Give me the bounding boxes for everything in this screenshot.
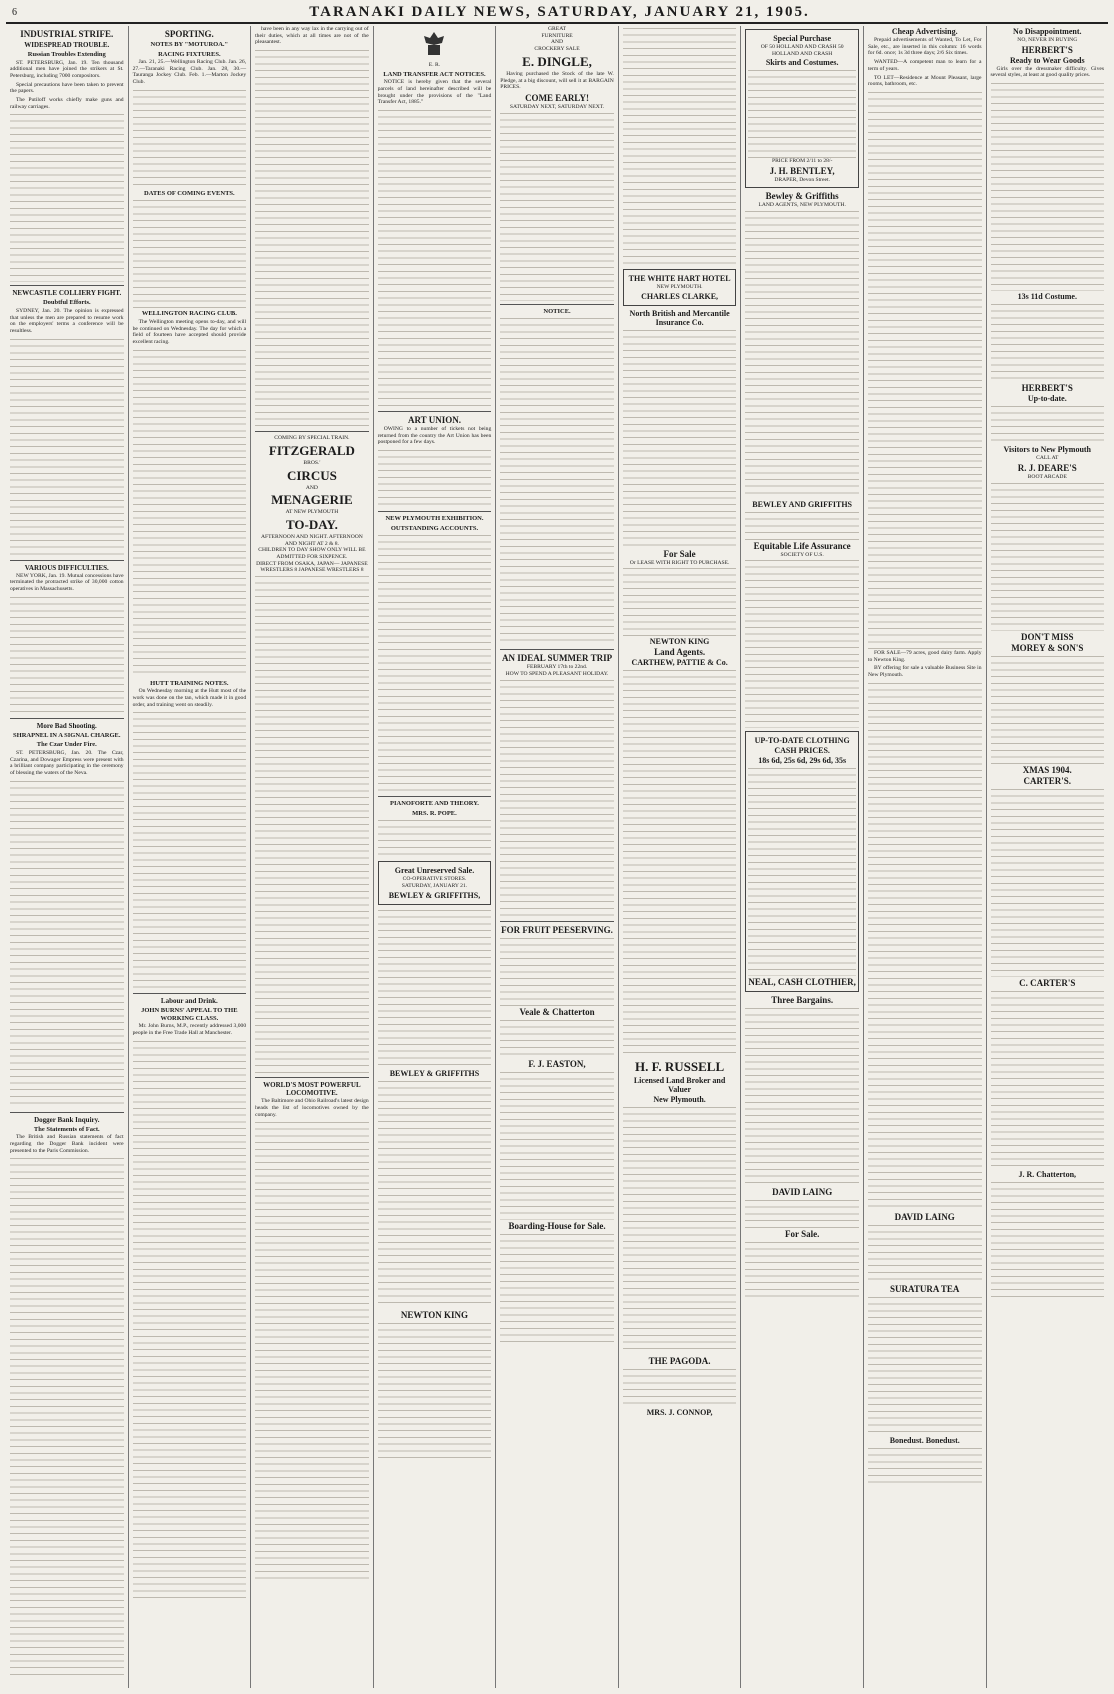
column-5 [495, 26, 618, 1688]
land-agents-title: Land Agents. [654, 647, 706, 658]
pagoda-owner: MRS. J. CONNOP, [646, 1408, 713, 1418]
text-filler [500, 111, 614, 301]
three-bargains-title: Three Bargains. [771, 995, 834, 1006]
text-filler [745, 510, 859, 540]
masthead-rule [6, 22, 1108, 24]
fruit-preserving-title: FOR FRUIT PEESERVING. [501, 924, 613, 935]
newton-king-title: NEWTON KING [400, 1309, 469, 1320]
text-filler [991, 481, 1105, 631]
text-filler [623, 668, 737, 1058]
subhead-statements: The Statements of Fact. [33, 1125, 100, 1133]
headline-labour-drink: Labour and Drink. [160, 997, 218, 1006]
headline-industrial-strife: INDUSTRIAL STRIFE. [20, 29, 114, 39]
text-filler [133, 710, 247, 990]
text-filler [500, 1018, 614, 1058]
text-filler [991, 989, 1105, 1169]
fitzgerald-title: FITZGERALD [268, 442, 355, 458]
clothing-title: UP-TO-DATE CLOTHING [754, 736, 850, 746]
clothing-ad [745, 731, 859, 992]
white-hart-ad [623, 269, 737, 306]
summer-trip-sub: HOW TO SPEND A PLEASANT HOLIDAY. [505, 670, 609, 677]
text-filler [10, 112, 124, 282]
furniture-label: FURNITURE [541, 32, 573, 39]
headline-sporting: SPORTING. [164, 29, 214, 39]
deares-title: R. J. DEARE'S [1017, 462, 1077, 473]
column-4 [373, 26, 496, 1688]
lease-line: Or LEASE WITH RIGHT TO PURCHASE. [629, 559, 730, 566]
white-hart-owner: CHARLES CLARKE, [641, 291, 719, 301]
article-paragraph: Mr. John Burns, M.P., recently addressed 3,000 people in the Free Trade Hall at Manchester. [132, 1023, 247, 1036]
headline-newcastle: NEWCASTLE COLLIERY FIGHT. [12, 289, 122, 298]
saturday-next: SATURDAY NEXT, SATURDAY NEXT. [509, 103, 605, 110]
headline-bad-shooting: More Bad Shooting. [36, 721, 97, 730]
price-range: PRICE FROM 2/11 to 28/- [771, 158, 833, 165]
bewley-griffiths-title: BEWLEY & GRIFFITHS [389, 1068, 480, 1078]
text-filler [378, 108, 492, 408]
article-paragraph: NOTICE is hereby given that the several parcels of land hereinafter described will be brought under the provisions of the "Land Transfer Act, 1885." [377, 79, 492, 106]
location-line: AT NEW PLYMOUTH [285, 509, 339, 516]
masthead-title: TARANAKI DAILY NEWS, SATURDAY, JANUARY 21, 1905. [309, 3, 810, 20]
pagoda-title: THE PAGODA. [648, 1356, 711, 1367]
japanese-wrestlers: DIRECT FROM OSAKA, JAPAN— JAPANESE WRESTLERS 8 JAPANESE WRESTLERS 8 [256, 560, 368, 574]
david-laing-title: DAVID LAING [894, 1211, 955, 1222]
bonedust-title: Bonedust. Bonedust. [889, 1435, 960, 1445]
north-british-title: North British and Mercantile Insurance Co. [629, 308, 730, 327]
boarding-house-title: Boarding-House for Sale. [508, 1220, 606, 1231]
article-paragraph: NEW YORK, Jan. 19. Mutual concessions have terminated the protracted strike of 30,000 cotton operatives in Massachusetts. [10, 572, 124, 593]
subhead-doubtful: Doubtful Efforts. [42, 299, 91, 307]
subhead-racing-fixtures: RACING FIXTURES. [158, 50, 221, 58]
classified-ad: FOR SALE—79 acres, good dairy farm. Apply to Newton King. [867, 649, 982, 663]
text-filler [378, 1079, 492, 1309]
bentley-sub: DRAPER, Devon Street. [774, 177, 830, 184]
text-filler [10, 779, 124, 1109]
bentley-title: J. H. BENTLEY, [769, 166, 835, 177]
text-filler [133, 1039, 247, 1599]
ready-to-wear: Ready to Wear Goods [1009, 55, 1085, 65]
visitors-title: Visitors to New Plymouth [1003, 445, 1092, 455]
white-hart-title: THE WHITE HART HOTEL [628, 274, 731, 283]
column-6 [618, 26, 741, 1688]
text-filler [378, 448, 492, 508]
text-filler [378, 818, 492, 858]
article-paragraph: Having purchased the Stock of the late W. Pledge, at a big discount, will sell it at BARGAIN PRICES. [500, 70, 614, 91]
sale-firm: BEWLEY & GRIFFITHS, [388, 890, 481, 900]
classified-ad: BY offering for sale a valuable Business Site in New Plymouth. [867, 665, 982, 679]
circus-title: CIRCUS [286, 467, 337, 483]
masthead [0, 4, 1114, 20]
subhead-wellington-racing: WELLINGTON RACING CLUB. [141, 310, 237, 318]
subhead-widespread: WIDESPREAD TROUBLE. [24, 41, 110, 49]
text-filler [378, 533, 492, 793]
text-filler [991, 787, 1105, 977]
come-early: COME EARLY! [525, 92, 589, 103]
dont-miss-title: DON'T MISS [1020, 631, 1074, 642]
text-filler [868, 1295, 982, 1435]
suratura-title: SURATURA TEA [890, 1283, 960, 1294]
bewley-griffiths-title: Bewley & Griffiths [765, 190, 839, 201]
text-filler [133, 88, 247, 188]
subhead-exhibition: NEW PLYMOUTH EXHIBITION. [385, 515, 484, 523]
boot-arcade: BOOT ARCADE [1027, 473, 1067, 480]
special-purchase-title: Special Purchase [773, 34, 832, 43]
show-times: AFTERNOON AND NIGHT. AFTERNOON AND NIGHT AT 2 & 8. [260, 533, 363, 547]
text-filler [868, 681, 982, 1211]
article-paragraph: Special precautions have been taken to prevent the papers. [10, 81, 124, 95]
text-filler [10, 337, 124, 557]
chatterton-title: J. R. Chatterton, [1018, 1169, 1077, 1179]
special-purchase-ad [745, 29, 859, 188]
no-disappointment-title: No Disappointment. [1013, 27, 1082, 36]
classified-ad: WANTED—A competent man to learn for a term of years. [867, 59, 982, 72]
unreserved-sale-ad [378, 861, 492, 904]
text-filler [623, 566, 737, 636]
white-hart-location: NEW PLYMOUTH. [656, 284, 703, 290]
herberts-title-2: HERBERT'S [1021, 383, 1073, 394]
text-filler [10, 595, 124, 715]
art-union-title: ART UNION. [407, 415, 461, 426]
and-label: AND [550, 39, 564, 46]
article-paragraph: Girls over the dressmaker difficulty. Gives several styles, at least at good quality prices. [990, 65, 1105, 79]
c-carters-title: C. CARTER'S [1019, 977, 1076, 988]
text-filler [623, 1105, 737, 1355]
sale-title: Great Unreserved Sale. [394, 866, 475, 876]
subhead-notice: NOTICE. [543, 307, 571, 315]
never-in-buying: NO, NEVER IN BUYING [1017, 37, 1078, 43]
column-9 [986, 26, 1109, 1688]
special-train-line: COMING BY SPECIAL TRAIN. [274, 435, 350, 442]
clothing-prices: 18s 6d, 25s 6d, 29s 6d, 35s [758, 756, 847, 766]
text-filler [748, 766, 856, 976]
up-to-date: Up-to-date. [1027, 394, 1067, 404]
carthew-pattie: CARTHEW, PATTIE & Co. [631, 658, 728, 668]
text-filler [255, 48, 369, 428]
headline-various: VARIOUS DIFFICULTIES. [24, 563, 109, 572]
subhead-dates: DATES OF COMING EVENTS. [144, 189, 235, 197]
fixtures-list: Jan. 21, 25.—Wellington Racing Club. Jan. 26, 27.—Taranaki Racing Club. Jan. 28, 30.—Tauranga Jockey Club. Feb. 1.—Marton Jockey Club. [132, 59, 247, 86]
bewley-sub: LAND AGENTS, NEW PLYMOUTH. [758, 201, 846, 208]
subhead-hutt-training: HUTT TRAINING NOTES. [150, 679, 229, 687]
article-paragraph: OWING to a number of tickets not being returned from the country the Art Union has been postponed for a few days. [377, 426, 492, 446]
text-filler [500, 678, 614, 918]
morey-son-title: MOREY & SON'S [1011, 642, 1084, 653]
text-filler [133, 348, 247, 678]
children-admission: CHILDREN TO DAY SHOW ONLY WILL BE ADMITTED FOR SIXPENCE. [258, 547, 366, 561]
column-3 [250, 26, 373, 1688]
for-sale-title: For Sale [663, 548, 696, 559]
column-2 [128, 26, 251, 1688]
subhead-shrapnel: SHRAPNEL IN A SIGNAL CHARGE. [13, 731, 121, 739]
text-filler [500, 936, 614, 1006]
column-8 [863, 26, 986, 1688]
royal-crest-icon [414, 29, 454, 59]
text-filler [991, 302, 1105, 382]
text-filler [991, 404, 1105, 444]
text-filler [745, 1240, 859, 1300]
subhead-land-transfer: LAND TRANSFER ACT NOTICES. [383, 70, 486, 78]
text-filler [868, 1223, 982, 1283]
subhead-pianoforte: PIANOFORTE AND THEORY. [390, 800, 479, 808]
article-paragraph: The Wellington meeting opens to-day, and will be continued on Wednesday. The day for which a field of fourteen have accepted should provide excellent racing. [132, 318, 247, 345]
cheap-advertising-title: Cheap Advertising. [891, 27, 958, 36]
land-broker-title: Licensed Land Broker and Valuer [633, 1076, 726, 1095]
text-filler [623, 328, 737, 548]
sale-location: CO-OPERATIVE STORES. [402, 876, 467, 883]
david-laing-title: DAVID LAING [772, 1187, 833, 1198]
crest-letters: E. R. [428, 62, 441, 68]
page-number: 6 [12, 6, 17, 18]
text-filler [500, 1070, 614, 1220]
today-title: TO-DAY. [285, 516, 338, 532]
russell-title: H. F. RUSSELL [635, 1059, 725, 1075]
sale-date: SATURDAY, JANUARY 21. [401, 882, 468, 889]
text-filler [991, 81, 1105, 291]
new-plymouth: New Plymouth. [653, 1095, 706, 1105]
article-paragraph: The British and Russian statements of fact regarding the Dogger Bank incident were presented to the Paris Commission. [10, 1134, 124, 1154]
summer-trip-title: AN IDEAL SUMMER TRIP [501, 653, 613, 664]
subhead-russian: Russian Troubles Extending [27, 51, 106, 58]
article-paragraph: have been in any way lax in the carrying out of their duties, which at all times are not of the pleasantest. [255, 26, 369, 46]
headline-locomotive: WORLD'S MOST POWERFUL LOCOMOTIVE. [263, 1081, 361, 1098]
headline-dogger-bank: Dogger Bank Inquiry. [34, 1115, 100, 1124]
crockery-label: CROCKERY SALE [534, 46, 580, 53]
text-filler [133, 198, 247, 308]
text-filler [745, 1006, 859, 1186]
text-filler [378, 1321, 492, 1461]
equitable-title: Equitable Life Assurance [753, 540, 851, 551]
costume-price: 13s 11d Costume. [1017, 292, 1077, 302]
text-filler [991, 1180, 1105, 1300]
holland-crash: OF 50 HOLLAND AND CRASH 50 HOLLAND AND CRASH [760, 44, 844, 57]
text-filler [868, 90, 982, 650]
carters-title: CARTER'S. [1023, 775, 1071, 786]
article-paragraph: The Baltimore and Ohio Railroad's latest design heads the list of locomotives owned by the company. [255, 1098, 369, 1118]
subhead-john-burns: JOHN BURNS' APPEAL TO THE WORKING CLASS. [141, 1007, 238, 1022]
cash-prices: CASH PRICES. [774, 746, 830, 756]
column-7 [740, 26, 863, 1688]
text-filler [745, 1198, 859, 1228]
article-paragraph: SYDNEY, Jan. 20. The opinion is expressed that unless the men are prepared to resume work on the employers' terms a conference will be resultless. [10, 307, 124, 335]
subhead-mrs-pope: MRS. R. POPE. [412, 809, 457, 817]
columns [6, 26, 1108, 1688]
e-dingle-title: E. DINGLE, [522, 53, 592, 69]
text-filler [500, 316, 614, 646]
text-filler [255, 574, 369, 1074]
text-filler [748, 68, 856, 158]
classified-intro: Prepaid advertisements of Wanted, To Let, For Sale, etc., are inserted in this column: 16 words for 6d. once; 1s 3d three days; 2/6 Six times. [867, 37, 982, 57]
text-filler [623, 26, 737, 266]
great-label: GREAT [548, 26, 567, 32]
and-line: AND [305, 484, 318, 491]
neal-title: NEAL, CASH CLOTHIER, [748, 977, 856, 988]
bros-line: BROS.' [303, 459, 321, 466]
article-paragraph: On Wednesday morning at the Hutt most of the work was done on the tan, which made it in good order, and training went on steadily. [132, 688, 247, 708]
xmas-title: XMAS 1904. [1022, 764, 1072, 775]
article-paragraph: The Putiloff works chiefly make guns and railway carriages. [10, 97, 124, 110]
subhead-czar: The Czar Under Fire. [36, 741, 97, 749]
skirts-costumes: Skirts and Costumes. [765, 58, 839, 68]
easton-title: F. J. EASTON, [528, 1058, 586, 1069]
bewley-griffiths-caps: BEWLEY AND GRIFFITHS [752, 499, 853, 509]
text-filler [745, 558, 859, 728]
classified-ad: TO LET—Residence at Mount Pleasant, large rooms, bathroom, etc. [867, 74, 982, 88]
text-filler [868, 1446, 982, 1486]
newton-king-firm: NEWTON KING [649, 637, 710, 647]
column-1 [6, 26, 128, 1688]
text-filler [500, 1232, 614, 1342]
text-filler [378, 908, 492, 1068]
menagerie-title: MENAGERIE [271, 492, 353, 508]
herberts-title: HERBERT'S [1021, 44, 1073, 55]
subhead-moturoa: NOTES BY "MOTUROA." [150, 41, 229, 48]
for-sale-title: For Sale. [784, 1229, 820, 1240]
text-filler [623, 1367, 737, 1407]
equitable-sub: SOCIETY OF U.S. [780, 551, 824, 558]
text-filler [991, 654, 1105, 764]
veale-chatterton-title: Veale & Chatterton [519, 1006, 595, 1017]
article-paragraph: ST. PETERSBURG, Jan. 19. Ten thousand additional men have joined the strikers at St. Petersburg, including 7000 compositors. [10, 59, 124, 79]
subhead-outstanding: OUTSTANDING ACCOUNTS. [390, 524, 479, 532]
summer-trip-dates: FEBRUARY 17th to 22nd. [526, 664, 588, 671]
call-at: CALL AT [1036, 455, 1059, 462]
text-filler [745, 209, 859, 499]
article-paragraph: ST. PETERSBURG, Jan. 20. The Czar, Czarina, and Dowager Empress were present with a brilliant company participating in the ceremony of blessing the waters of the Neva. [10, 749, 124, 776]
text-filler [10, 1156, 124, 1676]
text-filler [255, 1120, 369, 1580]
